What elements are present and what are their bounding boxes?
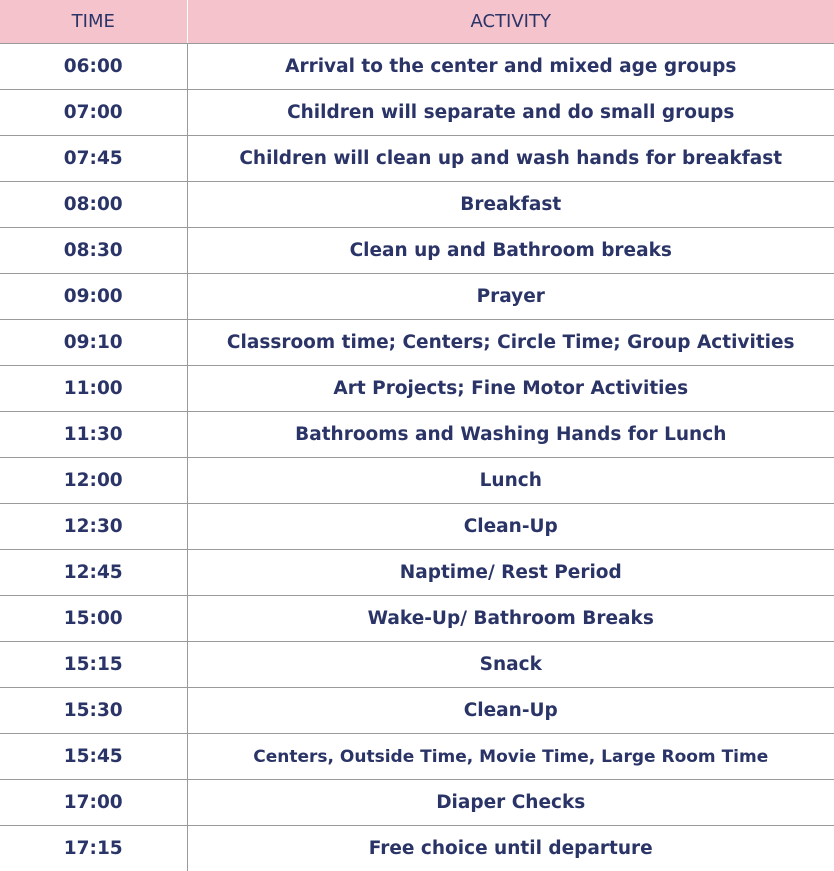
activity-cell: Arrival to the center and mixed age groups — [187, 44, 834, 90]
activity-cell: Naptime/ Rest Period — [187, 550, 834, 596]
activity-cell: Children will separate and do small groups — [187, 90, 834, 136]
activity-cell: Prayer — [187, 274, 834, 320]
table-row — [0, 274, 834, 320]
activity-cell: Lunch — [187, 458, 834, 504]
table-row — [0, 366, 834, 412]
activity-cell: Free choice until departure — [187, 826, 834, 871]
table-body — [0, 44, 834, 871]
time-cell: 15:15 — [0, 642, 187, 688]
time-cell: 08:00 — [0, 182, 187, 228]
table-row — [0, 596, 834, 642]
time-cell: 06:00 — [0, 44, 187, 90]
activity-cell: Snack — [187, 642, 834, 688]
time-cell: 12:00 — [0, 458, 187, 504]
activity-cell: Art Projects; Fine Motor Activities — [187, 366, 834, 412]
activity-cell: Breakfast — [187, 182, 834, 228]
table-row — [0, 780, 834, 826]
table-row — [0, 826, 834, 871]
time-cell: 08:30 — [0, 228, 187, 274]
table-row — [0, 458, 834, 504]
time-cell: 07:00 — [0, 90, 187, 136]
time-cell: 15:00 — [0, 596, 187, 642]
table-row — [0, 44, 834, 90]
time-cell: 12:45 — [0, 550, 187, 596]
time-cell: 15:45 — [0, 734, 187, 780]
time-cell: 17:00 — [0, 780, 187, 826]
table-row — [0, 504, 834, 550]
activity-cell: Clean-Up — [187, 688, 834, 734]
activity-cell: Diaper Checks — [187, 780, 834, 826]
activity-cell: Bathrooms and Washing Hands for Lunch — [187, 412, 834, 458]
activity-cell: Wake-Up/ Bathroom Breaks — [187, 596, 834, 642]
activity-cell: Classroom time; Centers; Circle Time; Group Activities — [187, 320, 834, 366]
table-row — [0, 412, 834, 458]
time-cell: 11:00 — [0, 366, 187, 412]
table-row — [0, 320, 834, 366]
header-row — [0, 0, 834, 44]
table-row — [0, 228, 834, 274]
time-cell: 07:45 — [0, 136, 187, 182]
activity-cell: Clean up and Bathroom breaks — [187, 228, 834, 274]
time-cell: 15:30 — [0, 688, 187, 734]
table-row — [0, 550, 834, 596]
table-row — [0, 642, 834, 688]
time-cell: 12:30 — [0, 504, 187, 550]
table-row — [0, 182, 834, 228]
activity-cell: Centers, Outside Time, Movie Time, Large Room Time — [187, 734, 834, 780]
table-row — [0, 90, 834, 136]
time-column-header: TIME — [0, 0, 187, 44]
table-header — [0, 0, 834, 44]
time-cell: 17:15 — [0, 826, 187, 871]
activity-cell: Children will clean up and wash hands for breakfast — [187, 136, 834, 182]
time-cell: 09:10 — [0, 320, 187, 366]
table-row — [0, 688, 834, 734]
time-cell: 09:00 — [0, 274, 187, 320]
table-row — [0, 136, 834, 182]
table-row — [0, 734, 834, 780]
activity-cell: Clean-Up — [187, 504, 834, 550]
activity-column-header: ACTIVITY — [187, 0, 834, 44]
time-cell: 11:30 — [0, 412, 187, 458]
